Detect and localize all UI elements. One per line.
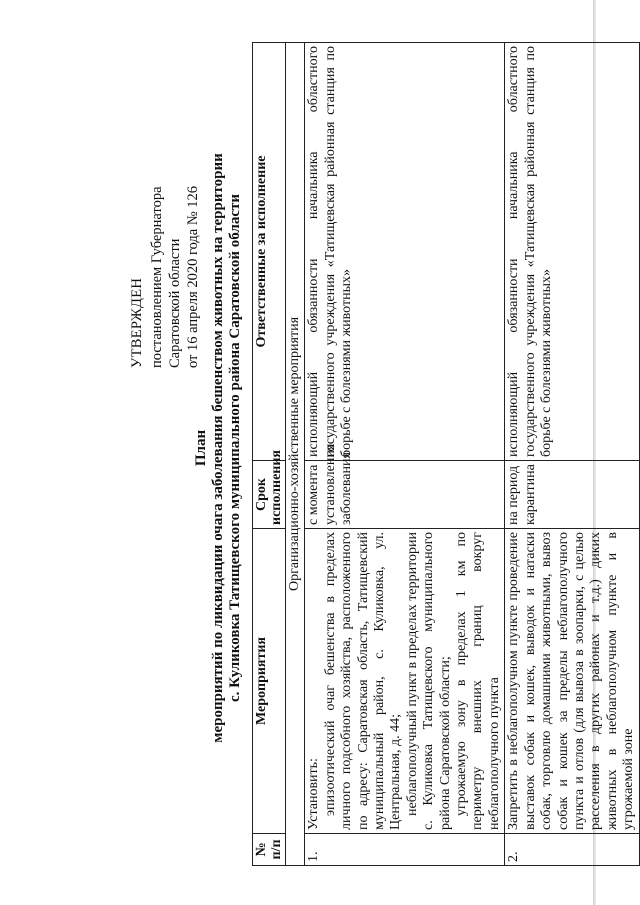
title-line-3: с. Куликовка Татищевского муниципального района Саратовской области bbox=[227, 193, 243, 703]
approval-line-1: постановлением Губернатора bbox=[149, 186, 165, 368]
title-line-1: План bbox=[193, 429, 209, 467]
table-row bbox=[305, 43, 505, 866]
approval-line-2: Саратовской области bbox=[167, 238, 183, 368]
approval-line-3: от 16 апреля 2020 года № 126 bbox=[185, 185, 201, 368]
header-num: № п/п bbox=[253, 834, 286, 866]
row-responsible: исполняющий обязанности начальника областного государственного учреждения «Татищевская районная станция по борьбе с болезнями животных» bbox=[505, 43, 639, 461]
row-responsible: исполняющий обязанности начальника областного государственного учреждения «Татищевская районная станция по борьбе с болезнями животных» bbox=[305, 43, 505, 461]
measures-paragraph-3: угрожаемую зону в пределах 1 км по периметру внешних границ вокруг неблагополучного пункта bbox=[454, 532, 502, 830]
table-row bbox=[505, 43, 639, 866]
title-line-2: мероприятий по ликвидации очага заболевания бешенством животных на территории bbox=[210, 153, 226, 743]
section-title: Организационно-хозяйственные мероприятия bbox=[286, 43, 305, 866]
header-measures: Мероприятия bbox=[253, 529, 286, 834]
plan-table bbox=[252, 42, 640, 866]
row-number: 2. bbox=[505, 834, 639, 866]
header-responsible: Ответственные за исполнение bbox=[253, 43, 286, 461]
measures-paragraph-2: неблагополучный пункт в пределах территории с. Куликовка Татищевского муниципального района Саратовской области; bbox=[404, 532, 453, 830]
table-header-row bbox=[253, 43, 286, 866]
approval-heading: УТВЕРЖДЕН bbox=[129, 277, 145, 368]
row-measures bbox=[305, 529, 505, 834]
approval-stamp bbox=[128, 38, 202, 368]
measures-paragraph-1: эпизоотический очаг бешенства в пределах личного подсобного хозяйства, расположенного по адресу: Саратовская область, Татищевский муниципальный район, с. Куликовка, ул. Центральная, д. 44; bbox=[322, 532, 404, 830]
document-title bbox=[193, 68, 244, 828]
rotated-document-content bbox=[18, 28, 637, 888]
section-row bbox=[286, 43, 305, 866]
measures-intro: Установить: bbox=[306, 758, 322, 830]
row-measures: Запретить в неблагополучном пункте проведение выставок собак и кошек, выводок и натаски собак, торговлю домашними животными, вывоз собак и кошек за пределы неблагополучного пункта и отлов (для вывоза в зоопарки, с целью расселения в других районах и т.д.) диких животных в неблагополучном пункте и в угрожаемой зоне bbox=[505, 529, 639, 834]
row-number: 1. bbox=[305, 834, 505, 866]
row-term: на период карантина bbox=[505, 461, 639, 529]
row-term: с момента установления заболевания bbox=[305, 461, 505, 529]
header-term: Срок исполнения bbox=[253, 461, 286, 529]
